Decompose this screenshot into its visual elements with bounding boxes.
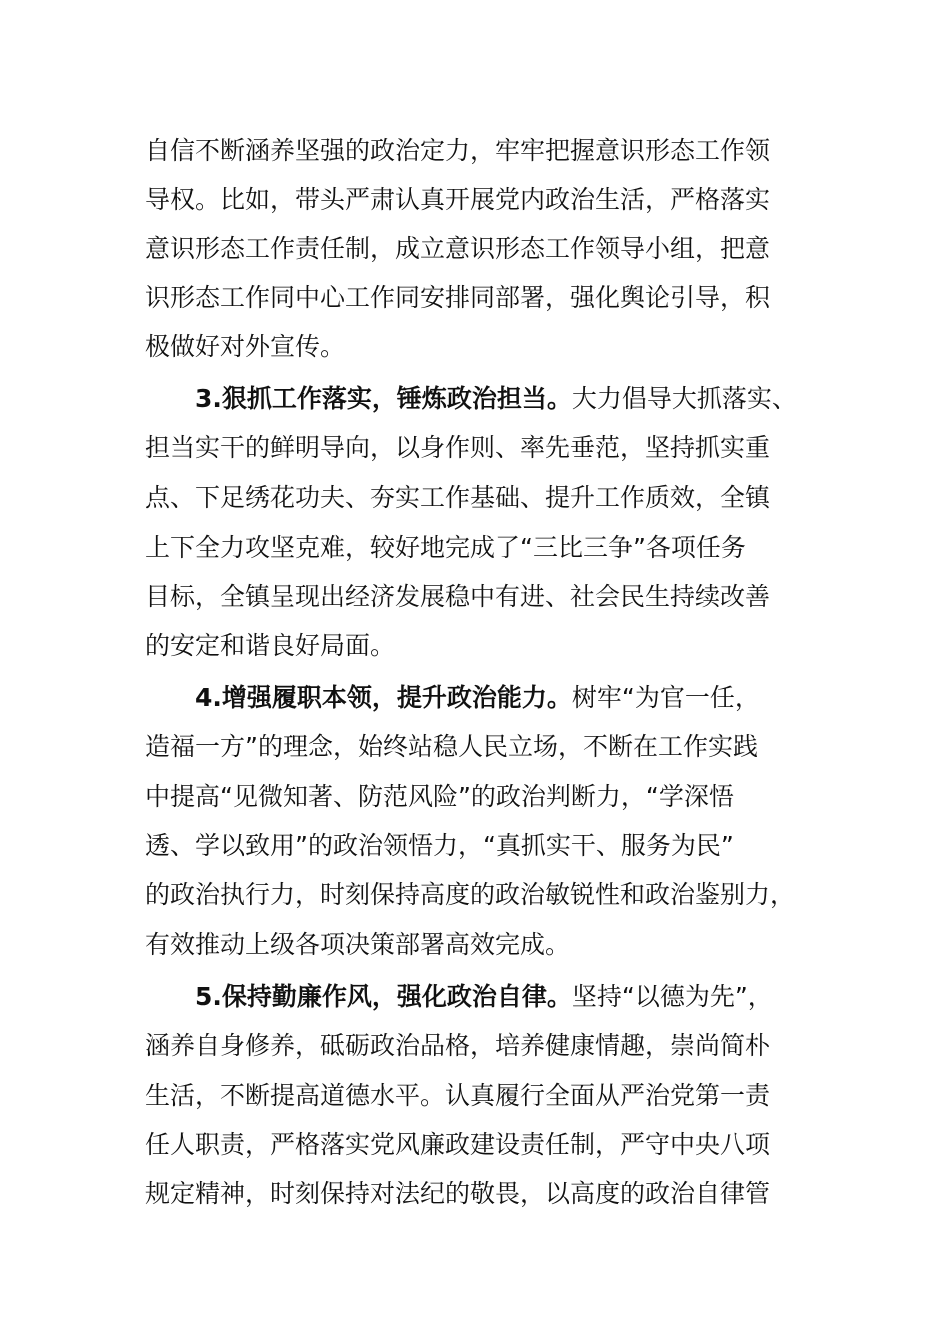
paragraph-line: 自信不断涵养坚强的政治定力，牢牢把握意识形态工作领 [145, 136, 771, 165]
paragraph-line: 意识形态工作责任制，成立意识形态工作领导小组，把意 [145, 234, 771, 263]
paragraph-line: 识形态工作同中心工作同安排同部署，强化舆论引导，积 [145, 283, 771, 312]
paragraph-line: 担当实干的鲜明导向，以身作则、率先垂范，坚持抓实重 [145, 433, 771, 462]
paragraph-line: 点、下足绣花功夫、夯实工作基础、提升工作质效，全镇 [145, 483, 771, 512]
paragraph-line: 透、学以致用”的政治领悟力，“真抓实干、服务为民” [145, 831, 734, 860]
paragraph-line: 造福一方”的理念，始终站稳人民立场，不断在工作实践 [145, 732, 758, 761]
paragraph-line: 中提高“见微知著、防范风险”的政治判断力，“学深悟 [145, 782, 734, 811]
section-5-first-line: 5.保持勤廉作风，强化政治自律。坚持“以德为先”， [195, 982, 773, 1011]
paragraph-line: 导权。比如，带头严肃认真开展党内政治生活，严格落实 [145, 185, 771, 214]
paragraph-line: 的政治执行力，时刻保持高度的政治敏锐性和政治鉴别力， [145, 880, 796, 909]
section-heading: 3.狠抓工作落实，锤炼政治担当。 [195, 384, 572, 413]
section-3-first-line: 3.狠抓工作落实，锤炼政治担当。大力倡导大抓落实、 [195, 384, 797, 413]
paragraph-line: 上下全力攻坚克难，较好地完成了“三比三争”各项任务 [145, 533, 746, 562]
paragraph-line: 规定精神，时刻保持对法纪的敬畏，以高度的政治自律管 [145, 1179, 771, 1208]
paragraph-line: 极做好对外宣传。 [145, 332, 346, 361]
paragraph-line: 有效推动上级各项决策部署高效完成。 [145, 930, 571, 959]
paragraph-line: 的安定和谐良好局面。 [145, 631, 396, 660]
paragraph-line: 生活，不断提高道德水平。认真履行全面从严治党第一责 [145, 1081, 771, 1110]
paragraph-line: 任人职责，严格落实党风廉政建设责任制，严守中央八项 [145, 1130, 771, 1159]
paragraph-line: 涵养自身修养，砥砺政治品格，培养健康情趣，崇尚简朴 [145, 1031, 771, 1060]
paragraph-line: 目标，全镇呈现出经济发展稳中有进、社会民生持续改善 [145, 582, 771, 611]
section-heading: 5.保持勤廉作风，强化政治自律。 [195, 982, 572, 1011]
section-4-first-line: 4.增强履职本领，提升政治能力。树牢“为官一任， [195, 683, 760, 712]
section-heading: 4.增强履职本领，提升政治能力。 [195, 683, 572, 712]
